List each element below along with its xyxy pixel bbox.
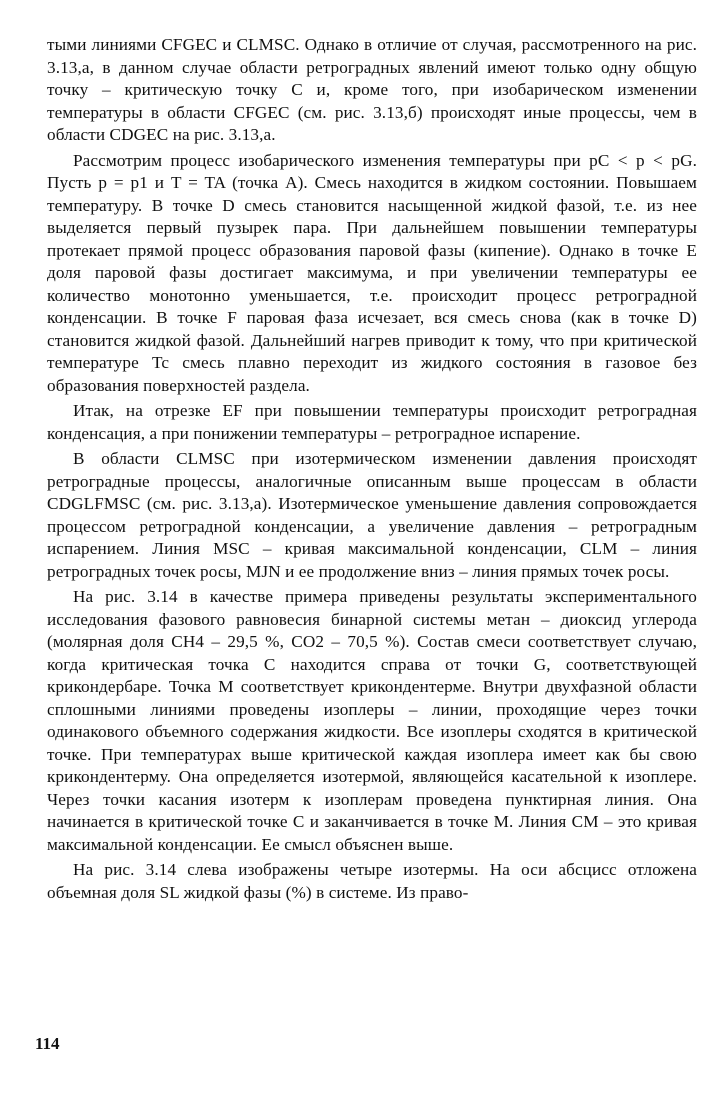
page-number: 114	[35, 1034, 60, 1053]
paragraph: В области CLMSC при изотермическом изменении давления происходят ретроградные процессы, аналогичные описанным выше процессам в области CDGLFMSC (см. рис. 3.13,а). Изотермическое уменьшение давления сопровождается процессом ретроградной конденсации, а увеличение давления – ретроградным испарением. Линия MSC – кривая максимальной конденсации, CLM – линия ретроградных точек росы, MJN и ее продолжение вниз – линия прямых точек росы.	[47, 449, 697, 581]
paragraph: Итак, на отрезке EF при повышении температуры происходит ретроградная конденсация, а при понижении температуры – ретроградное испарение.	[47, 401, 697, 443]
paragraph: На рис. 3.14 слева изображены четыре изотермы. На оси абсцисс отложена объемная доля SL жидкой фазы (%) в системе. Из право-	[47, 860, 697, 902]
paragraph: Рассмотрим процесс изобарического изменения температуры при pC < p < pG. Пусть p = p1 и T = TA (точка A). Смесь находится в жидком состоянии. Повышаем температуру. В точке D смесь становится насыщенной жидкой фазой, т.е. из нее выделяется первый пузырек пара. При дальнейшем повышении температуры протекает прямой процесс образования паровой фазы (кипение). Однако в точке E доля паровой фазы достигает максимума, и при увеличении температуры ее количество монотонно уменьшается, т.е. происходит процесс ретроградной конденсации. В точке F паровая фаза исчезает, вся смесь снова (как в точке D) становится жидкой фазой. Дальнейший нагрев приводит к тому, что при критической температуре Tc смесь плавно переходит из жидкого состояния в газовое без образования поверхностей раздела.	[47, 150, 697, 395]
paragraph: тыми линиями CFGEC и CLMSC. Однако в отличие от случая, рассмотренного на рис. 3.13,а, в данном случае области ретроградных явлений имеют только одну общую точку – критическую точку C и, кроме того, при изобарическом изменении температуры в области CFGEC (см. рис. 3.13,б) происходят иные процессы, чем в области CDGEC на рис. 3.13,а.	[47, 35, 697, 144]
paragraph: На рис. 3.14 в качестве примера приведены результаты экспериментального исследования фазового равновесия бинарной системы метан – диоксид углерода (молярная доля CH4 – 29,5 %, CO2 – 70,5 %). Состав смеси соответствует случаю, когда критическая точка C находится справа от точки G, соответствующей крикондербаре. Точка M соответствует крикондентерме. Внутри двухфазной области сплошными линиями проведены изоплеры – линии, проходящие через точки одинакового объемного содержания жидкости. Все изоплеры сходятся в критической точке. При температурах выше критической каждая изоплера имеет как бы свою крикондентерму. Она определяется изотермой, являющейся касательной к изоплере. Через точки касания изотерм к изоплерам проведена пунктирная линия. Она начинается в критической точке C и заканчивается в точке M. Линия CM – это кривая максимальной конденсации. Ее смысл объяснен выше.	[47, 587, 697, 854]
